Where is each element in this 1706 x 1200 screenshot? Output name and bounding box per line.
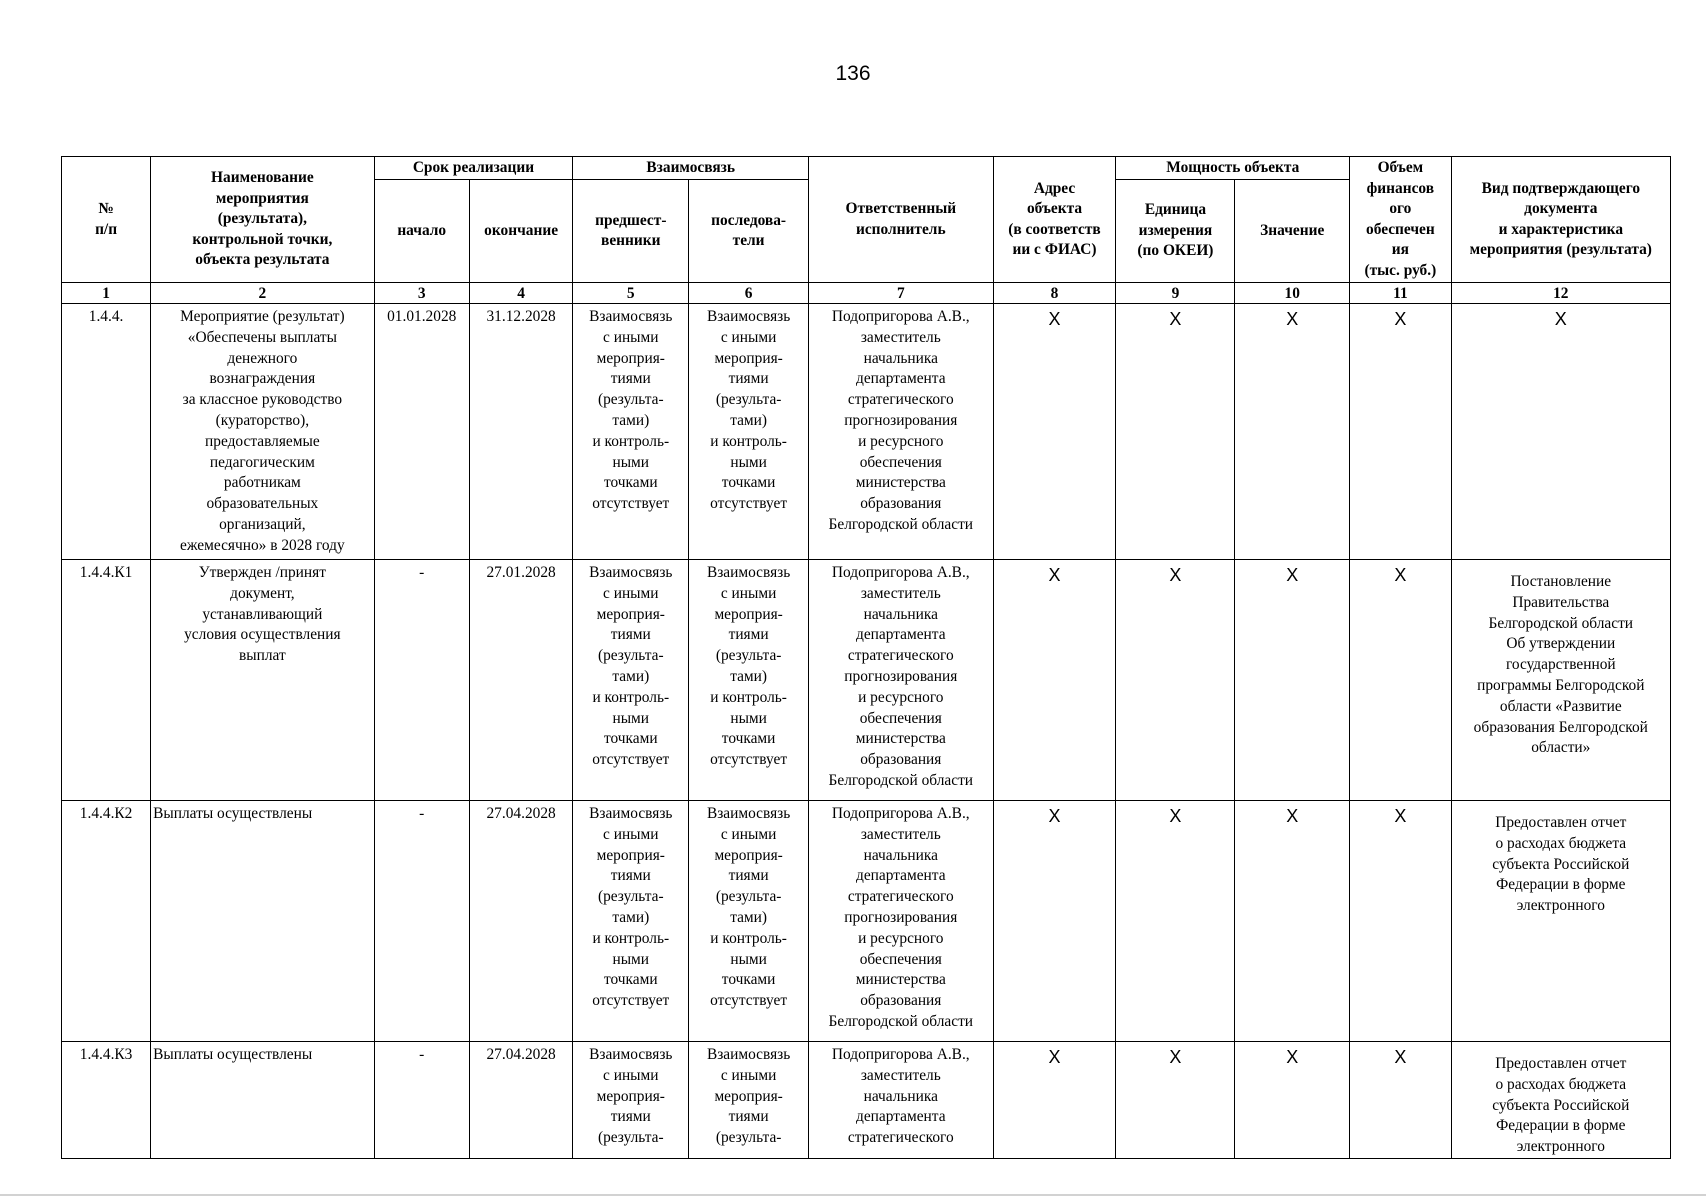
row-successors: Взаимосвязь с иными мероприя- тиями (результа- тами) и контроль- ными точками отсутствует bbox=[689, 304, 809, 560]
column-number: 7 bbox=[809, 283, 993, 304]
column-number: 12 bbox=[1451, 283, 1670, 304]
row-document: Постановление Правительства Белгородской области Об утверждении государственной программы Белгородской области «Развитие образования Белгородской области» bbox=[1451, 560, 1670, 801]
row-address: X bbox=[993, 560, 1116, 801]
header-unit: Единица измерения (по ОКЕИ) bbox=[1116, 180, 1235, 283]
row-responsible: Подопригорова А.В., заместитель начальника департамента стратегического прогнозирования и ресурсного обеспечения министерства образования Белгородской области bbox=[809, 304, 993, 560]
column-number: 4 bbox=[469, 283, 573, 304]
row-address: X bbox=[993, 304, 1116, 560]
header-doc: Вид подтверждающего документа и характеристика мероприятия (результата) bbox=[1451, 157, 1670, 283]
row-document: Предоставлен отчет о расходах бюджета субъекта Российской Федерации в форме электронного bbox=[1451, 801, 1670, 1042]
row-predecessors: Взаимосвязь с иными мероприя- тиями (результа- bbox=[573, 1042, 689, 1159]
page-bottom-divider bbox=[0, 1194, 1706, 1196]
activities-table bbox=[61, 156, 1671, 1159]
column-number: 11 bbox=[1350, 283, 1451, 304]
row-successors: Взаимосвязь с иными мероприя- тиями (результа- тами) и контроль- ными точками отсутствует bbox=[689, 801, 809, 1042]
table-row bbox=[62, 304, 1671, 560]
column-number: 8 bbox=[993, 283, 1116, 304]
column-number-row bbox=[62, 283, 1671, 304]
row-finance: X bbox=[1350, 560, 1451, 801]
row-unit: X bbox=[1116, 1042, 1235, 1159]
header-finance: Объем финансов ого обеспечен ия (тыс. руб.) bbox=[1350, 157, 1451, 283]
row-document: X bbox=[1451, 304, 1670, 560]
header-responsible: Ответственный исполнитель bbox=[809, 157, 993, 283]
row-responsible: Подопригорова А.В., заместитель начальника департамента стратегического прогнозирования и ресурсного обеспечения министерства образования Белгородской области bbox=[809, 801, 993, 1042]
row-value: X bbox=[1235, 304, 1350, 560]
header-link-next: последова- тели bbox=[689, 180, 809, 283]
table-row bbox=[62, 801, 1671, 1042]
column-number: 3 bbox=[374, 283, 469, 304]
column-number: 5 bbox=[573, 283, 689, 304]
column-number: 10 bbox=[1235, 283, 1350, 304]
row-predecessors: Взаимосвязь с иными мероприя- тиями (результа- тами) и контроль- ными точками отсутствует bbox=[573, 560, 689, 801]
header-link-prev: предшест- венники bbox=[573, 180, 689, 283]
row-value: X bbox=[1235, 1042, 1350, 1159]
header-group-row bbox=[62, 157, 1671, 180]
row-unit: X bbox=[1116, 304, 1235, 560]
header-name: Наименование мероприятия (результата), контрольной точки, объекта результата bbox=[151, 157, 374, 283]
row-document: Предоставлен отчет о расходах бюджета субъекта Российской Федерации в форме электронного bbox=[1451, 1042, 1670, 1159]
row-start-date: 01.01.2028 bbox=[374, 304, 469, 560]
row-responsible: Подопригорова А.В., заместитель начальника департамента стратегического bbox=[809, 1042, 993, 1159]
row-start-date: - bbox=[374, 801, 469, 1042]
column-number: 1 bbox=[62, 283, 151, 304]
header-term-end: окончание bbox=[469, 180, 573, 283]
column-number: 9 bbox=[1116, 283, 1235, 304]
row-name: Выплаты осуществлены bbox=[151, 801, 374, 1042]
row-number: 1.4.4.К3 bbox=[62, 1042, 151, 1159]
row-name: Выплаты осуществлены bbox=[151, 1042, 374, 1159]
table-row bbox=[62, 560, 1671, 801]
column-number: 2 bbox=[151, 283, 374, 304]
row-predecessors: Взаимосвязь с иными мероприя- тиями (результа- тами) и контроль- ными точками отсутствует bbox=[573, 801, 689, 1042]
row-finance: X bbox=[1350, 304, 1451, 560]
row-address: X bbox=[993, 801, 1116, 1042]
row-end-date: 27.04.2028 bbox=[469, 1042, 573, 1159]
header-value: Значение bbox=[1235, 180, 1350, 283]
row-name: Мероприятие (результат) «Обеспечены выплаты денежного вознаграждения за классное руководство (кураторство), предоставляемые педагогическим работникам образовательных организаций, ежемесячно» в 2028 году bbox=[151, 304, 374, 560]
row-finance: X bbox=[1350, 1042, 1451, 1159]
row-number: 1.4.4. bbox=[62, 304, 151, 560]
row-number: 1.4.4.К2 bbox=[62, 801, 151, 1042]
page-number: 136 bbox=[835, 62, 871, 85]
row-end-date: 27.04.2028 bbox=[469, 801, 573, 1042]
row-finance: X bbox=[1350, 801, 1451, 1042]
row-predecessors: Взаимосвязь с иными мероприя- тиями (результа- тами) и контроль- ными точками отсутствует bbox=[573, 304, 689, 560]
row-unit: X bbox=[1116, 801, 1235, 1042]
row-unit: X bbox=[1116, 560, 1235, 801]
header-term-start: начало bbox=[374, 180, 469, 283]
row-address: X bbox=[993, 1042, 1116, 1159]
header-term-group: Срок реализации bbox=[374, 157, 573, 180]
row-responsible: Подопригорова А.В., заместитель начальника департамента стратегического прогнозирования и ресурсного обеспечения министерства образования Белгородской области bbox=[809, 560, 993, 801]
row-successors: Взаимосвязь с иными мероприя- тиями (результа- тами) и контроль- ными точками отсутствует bbox=[689, 560, 809, 801]
row-number: 1.4.4.К1 bbox=[62, 560, 151, 801]
row-start-date: - bbox=[374, 1042, 469, 1159]
row-end-date: 27.01.2028 bbox=[469, 560, 573, 801]
table-row bbox=[62, 1042, 1671, 1159]
row-value: X bbox=[1235, 801, 1350, 1042]
header-capacity-group: Мощность объекта bbox=[1116, 157, 1350, 180]
row-value: X bbox=[1235, 560, 1350, 801]
row-successors: Взаимосвязь с иными мероприя- тиями (результа- bbox=[689, 1042, 809, 1159]
header-num: № п/п bbox=[62, 157, 151, 283]
row-name: Утвержден /принят документ, устанавливающий условия осуществления выплат bbox=[151, 560, 374, 801]
column-number: 6 bbox=[689, 283, 809, 304]
header-address: Адрес объекта (в соответств ии с ФИАС) bbox=[993, 157, 1116, 283]
row-start-date: - bbox=[374, 560, 469, 801]
header-link-group: Взаимосвязь bbox=[573, 157, 809, 180]
row-end-date: 31.12.2028 bbox=[469, 304, 573, 560]
